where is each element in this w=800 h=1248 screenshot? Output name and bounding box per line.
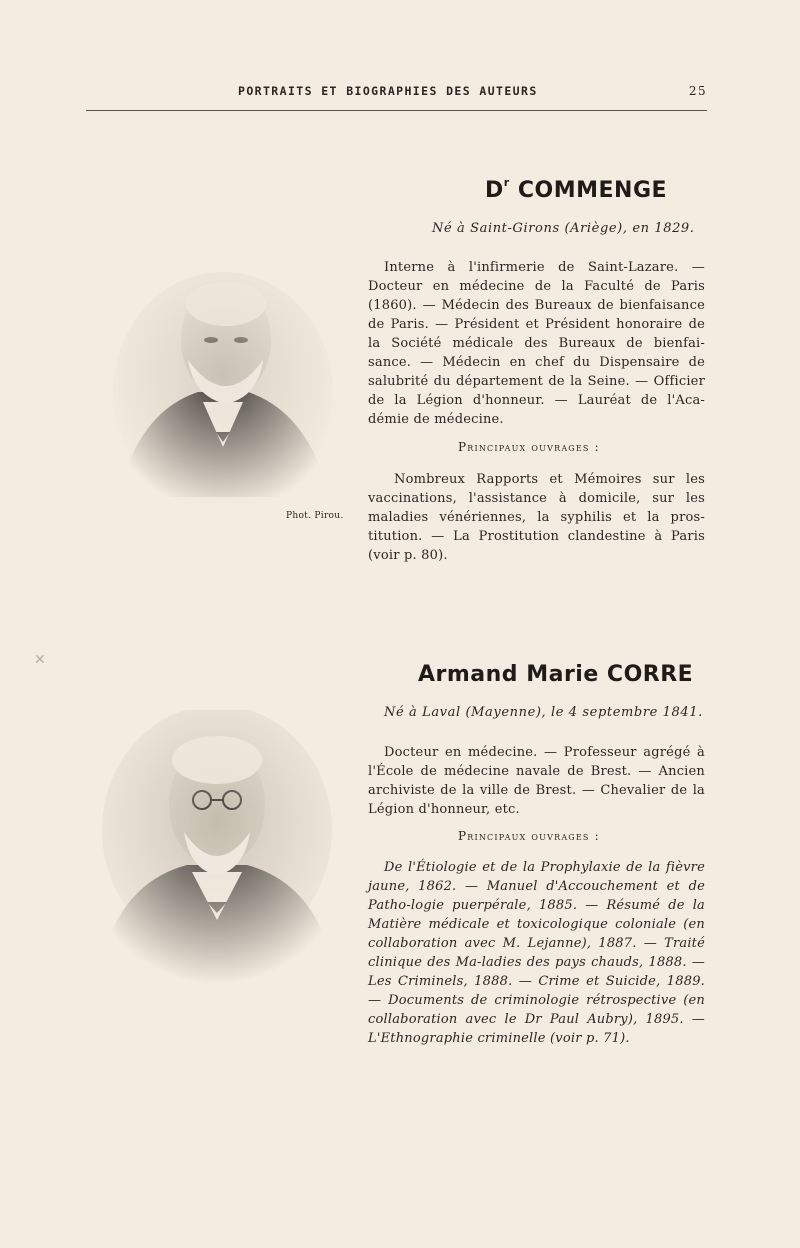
- header-rule: [86, 110, 707, 111]
- photo-credit: Phot. Pirou.: [286, 511, 344, 521]
- entry2-bio: Docteur en médecine. — Professeur agrégé à l'École de médecine navale de Brest. — Ancien archiviste de la ville de Brest. — Chevalier de la Légion d'honneur, etc.: [368, 745, 705, 817]
- entry2-works-heading: Principaux ouvrages :: [458, 829, 600, 843]
- entry1-works: Nombreux Rapports et Mémoires sur les vaccinations, l'assistance à domicile, sur les maladies vénériennes, la syphilis et la pros-titution. — La Prostitution clandestine à Paris (voir p. 80).: [368, 472, 705, 563]
- entry1-works-heading: Principaux ouvrages :: [458, 440, 600, 454]
- entry1-bio: Interne à l'infirmerie de Saint-Lazare. — Docteur en médecine de la Faculté de Paris (1860). — Médecin des Bureaux de bienfaisance de Paris. — Président et Président honoraire de la Société médicale des Bureaux de bienfai-sance. — Médecin en chef du Dispensaire de salubrité du département de la Seine. — Officier de la Légion d'honneur. — Lauréat de l'Aca-démie de médecine.: [368, 260, 705, 427]
- entry2-born: Né à Laval (Mayenne), le 4 septembre 1841.: [384, 705, 703, 720]
- portrait-corre: [92, 710, 342, 990]
- portrait-commenge: [108, 262, 338, 512]
- entry1-title-prefix: D: [485, 178, 504, 203]
- entry2-works: De l'Étiologie et de la Prophylaxie de la fièvre jaune, 1862. — Manuel d'Accouchement et de Patho-logie puerpérale, 1885. — Résumé de la Matière médicale et toxicologique coloniale (en collaboration avec M. Lejanne), 1887. — Traité clinique des Ma-ladies des pays chauds, 1888. — Les Criminels, 1888. — Crime et Suicide, 1889. — Documents de criminologie rétrospective (en collaboration avec le Dr Paul Aubry), 1895. — L'Ethnographie criminelle (voir p. 71).: [368, 860, 705, 1046]
- running-title: PORTRAITS ET BIOGRAPHIES DES AUTEURS: [238, 84, 538, 98]
- stray-mark: ✕: [34, 652, 46, 668]
- entry1-title-sup: r: [503, 176, 510, 189]
- entry1-title: [485, 178, 667, 203]
- entry1-born: Né à Saint-Girons (Ariège), en 1829.: [432, 221, 695, 236]
- entry1-title-name: COMMENGE: [517, 178, 668, 203]
- entry2-title: Armand Marie CORRE: [418, 662, 694, 687]
- page-number: 25: [688, 84, 707, 98]
